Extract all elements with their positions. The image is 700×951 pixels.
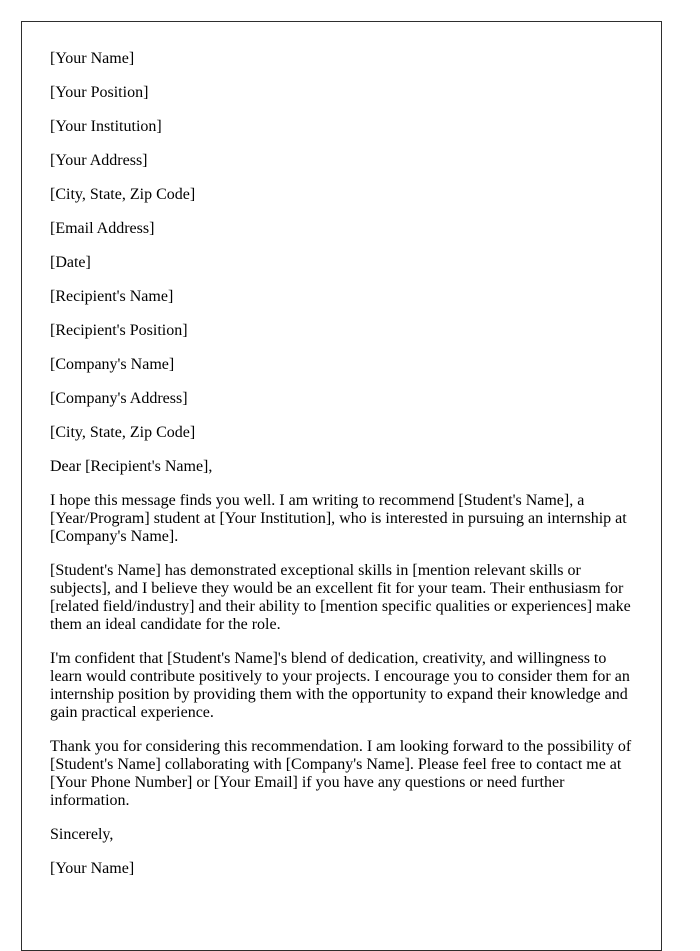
recipient-name-line: [Recipient's Name]	[50, 288, 174, 305]
signature-line: [Your Name]	[50, 860, 135, 877]
sender-email-line: [Email Address]	[50, 220, 155, 237]
sender-address-line: [Your Address]	[50, 152, 148, 169]
letter-container	[21, 21, 662, 951]
company-city-state-zip-line: [City, State, Zip Code]	[50, 424, 196, 441]
date-line: [Date]	[50, 254, 91, 271]
recipient-position-line: [Recipient's Position]	[50, 322, 188, 339]
body-paragraph-endorsement: I'm confident that [Student's Name]'s blend of dedication, creativity, and willingness to learn would contribute positively to your projects. I encourage you to consider them for an internship position by providing them with the opportunity to expand their knowledge and gain practical experience.	[50, 650, 630, 721]
body-paragraph-thanks: Thank you for considering this recommendation. I am looking forward to the possibility of [Student's Name] collaborating with [Company's Name]. Please feel free to contact me at [Your Phone Number] or [Your Email] if you have any questions or need further information.	[50, 738, 632, 809]
company-name-line: [Company's Name]	[50, 356, 175, 373]
body-paragraph-intro: I hope this message finds you well. I am writing to recommend [Student's Name], a [Year/Program] student at [Your Institution], who is interested in pursuing an internship at [Company's Name].	[50, 492, 627, 545]
body-paragraph-skills: [Student's Name] has demonstrated exceptional skills in [mention relevant skills or subjects], and I believe they would be an excellent fit for your team. Their enthusiasm for [related field/industry] and their ability to [mention specific qualities or experiences] make them an ideal candidate for the role.	[50, 562, 631, 633]
salutation-line: Dear [Recipient's Name],	[50, 458, 213, 475]
closing-line: Sincerely,	[50, 826, 114, 843]
sender-position-line: [Your Position]	[50, 84, 149, 101]
sender-institution-line: [Your Institution]	[50, 118, 162, 135]
sender-city-state-zip-line: [City, State, Zip Code]	[50, 186, 196, 203]
company-address-line: [Company's Address]	[50, 390, 188, 407]
sender-name-line: [Your Name]	[50, 50, 135, 67]
